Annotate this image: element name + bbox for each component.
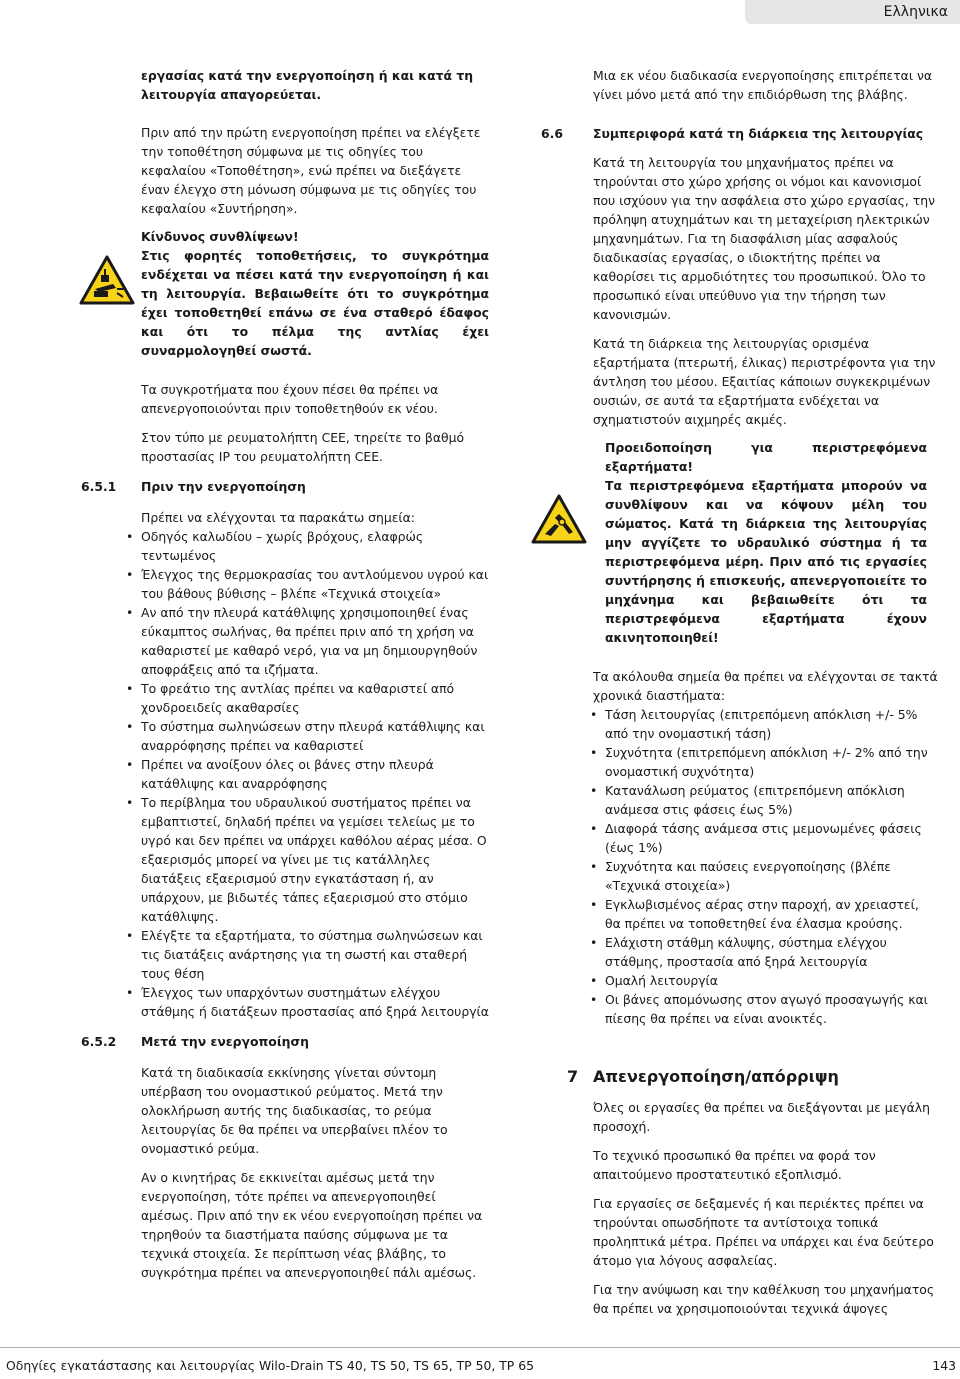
- paragraph: Πριν από την πρώτη ενεργοποίηση πρέπει να ελέγξετε την τοποθέτηση σύμφωνα με τις οδηγίες του κεφαλαίου «Τοποθέτηση», ενώ πρέπει να διεξάγετε έναν έλεγχο στη μόνωση σύμφωνα με τις οδηγίες του κεφαλαίου «Συντήρηση».: [141, 125, 481, 216]
- list-item: • Ελάχιστη στάθμη κάλυψης, σύστημα ελέγχου στάθμης, προστασία από ξηρά λειτουργία: [605, 933, 938, 971]
- section-number: 6.5.1: [81, 479, 117, 494]
- section-title: Μετά την ενεργοποίηση: [141, 1034, 309, 1049]
- paragraph: Στον τύπο με ρευματολήπτη CEE, τηρείτε το βαθμό προστασίας IP του ρευματολήπτη CEE.: [141, 430, 465, 464]
- footer-doc-title: Οδηγίες εγκατάστασης και λειτουργίας Wilo-Drain TS 40, TS 50, TS 65, TP 50, TP 65: [6, 1358, 534, 1373]
- paragraph: Αν ο κινητήρας δε εκκινείται αμέσως μετά την ενεργοποίηση, τότε πρέπει να απενεργοποιηθεί αμέσως. Πριν από την εκ νέου ενεργοποίηση πρέπει να τηρηθούν τα διαστήματα παύσης σύμφωνα με τα τεχνικά στοιχεία. Σε περίπτωση νέας βλάβης, το συγκρότημα πρέπει να απενεργοποιηθεί πάλι αμέσως.: [141, 1170, 483, 1280]
- list-item: • Οι βάνες απομόνωσης στον αγωγό προσαγωγής και πίεσης θα πρέπει να είναι ανοικτές.: [605, 990, 938, 1028]
- list-item: • Οδηγός καλωδίου – χωρίς βρόχους, ελαφρώς τεντωμένος: [141, 527, 489, 565]
- list-item: • Συχνότητα (επιτρεπόμενη απόκλιση +/- 2% από την ονομαστική συχνότητα): [605, 743, 938, 781]
- paragraph: Πρέπει να ελέγχονται τα παρακάτω σημεία:: [141, 510, 415, 525]
- section-title: Πριν την ενεργοποίηση: [141, 479, 306, 494]
- list-item: • Κατανάλωση ρεύματος (επιτρεπόμενη απόκλιση ανάμεσα στις φάσεις έως 5%): [605, 781, 938, 819]
- warning-text: Στις φορητές τοποθετήσεις, το συγκρότημα ενδέχεται να πέσει κατά την ενεργοποίηση ή και τη λειτουργία. Βεβαιωθείτε ότι το συγκρότημα έχει τοποθετηθεί επάνω σε ένα σταθερό έδαφος και ότι το πέλμα της αντλίας έχει συναρμολογηθεί σωστά.: [141, 248, 489, 358]
- check-list: [605, 705, 938, 1028]
- list-item: • Ομαλή λειτουργία: [605, 971, 938, 990]
- list-item: • Έλεγχος της θερμοκρασίας του αντλούμενου υγρού και του βάθους βύθισης – βλέπε «Τεχνικά στοιχεία»: [141, 565, 489, 603]
- section-number: 6.6: [541, 126, 563, 141]
- paragraph: Κατά τη διάρκεια της λειτουργίας ορισμένα εξαρτήματα (πτερωτή, έλικας) περιστρέφοντα για την άντληση του μέσου. Εξαιτίας κάποιων συγκεκριμένων ουσιών, σε αυτά τα εξαρτήματα ενδέχεται να σχηματιστούν αιχμηρές ακμές.: [593, 336, 936, 427]
- list-item: • Τάση λειτουργίας (επιτρεπόμενη απόκλιση +/- 5% από την ονομαστική τάση): [605, 705, 938, 743]
- paragraph: Κατά τη διαδικασία εκκίνησης γίνεται σύντομη υπέρβαση του ονομαστικού ρεύματος. Μετά την ολοκλήρωση αυτής της διαδικασίας, το ρεύμα λειτουργίας δε θα πρέπει να υπερβαίνει πλέον το ονομαστικό ρεύμα.: [141, 1065, 448, 1156]
- paragraph: Κατά τη λειτουργία του μηχανήματος πρέπει να τηρούνται στο χώρο χρήσης οι νόμοι και κανονισμοί που ισχύουν για την ασφάλεια στο χώρο εργασίας, την πρόληψη ατυχημάτων και τη μεταχείριση ηλεκτρικών μηχανημάτων. Για τη διασφάλιση μίας ασφαλούς διαδικασίας εργασίας, ο ιδιοκτήτης πρέπει να καθορίσει τις αρμοδιότητες του προσωπικού. Όλο το προσωπικό είναι υπεύθυνο για την τήρηση των κανονισμών.: [593, 155, 936, 322]
- list-item: • Αν από την πλευρά κατάθλιψης χρησιμοποιηθεί ένας εύκαμπτος σωλήνας, θα πρέπει πριν από τη χρήση να καθαριστεί με καθαρό νερό, για να μη δημιουργηθούν αποφράξεις από τα ιζήματα.: [141, 603, 489, 679]
- list-item: • Συχνότητα και παύσεις ενεργοποίησης (βλέπε «Τεχνικά στοιχεία»): [605, 857, 938, 895]
- paragraph: Για εργασίες σε δεξαμενές ή και περιέκτες πρέπει να τηρούνται οπωσδήποτε τα αντίστοιχα τοπικά προληπτικά μέτρα. Πρέπει να υπάρχει και ένα δεύτερο άτομο για λόγους ασφαλείας.: [593, 1196, 934, 1268]
- section-heading-66: [541, 124, 938, 143]
- list-item: • Εγκλωβισμένος αέρας στην παροχή, αν χρειαστεί, θα πρέπει να τοποθετηθεί ένα έλασμα κρούσης.: [605, 895, 938, 933]
- list-item: • Έλεγχος των υπαρχόντων συστημάτων ελέγχου στάθμης ή διατάξεων προστασίας από ξηρά λειτουργία: [141, 983, 489, 1021]
- warning-title: Προειδοποίηση για περιστρεφόμενα εξαρτήματα!: [605, 440, 927, 474]
- section-heading-652: [81, 1032, 489, 1051]
- section-heading-7: [567, 1066, 938, 1088]
- list-item: • Πρέπει να ανοίξουν όλες οι βάνες στην πλευρά κατάθλιψης και αναρρόφησης: [141, 755, 489, 793]
- footer-page-number: 143: [932, 1358, 956, 1373]
- rotating-parts-warning-icon: [531, 494, 587, 544]
- check-list: [141, 527, 489, 1021]
- footer-divider: [0, 1347, 960, 1348]
- paragraph: Μια εκ νέου διαδικασία ενεργοποίησης επιτρέπεται να γίνει μόνο μετά από την επιδιόρθωση της βλάβης.: [593, 68, 933, 102]
- list-item: • Το φρεάτιο της αντλίας πρέπει να καθαριστεί από χονδροειδείς ακαθαρσίες: [141, 679, 489, 717]
- list-item: • Το σύστημα σωληνώσεων στην πλευρά κατάθλιψης και αναρρόφησης πρέπει να καθαριστεί: [141, 717, 489, 755]
- section-number: 6.5.2: [81, 1034, 117, 1049]
- paragraph: Το τεχνικό προσωπικό θα πρέπει να φορά τον απαιτούμενο προστατευτικό εξοπλισμό.: [593, 1148, 876, 1182]
- paragraph: Τα ακόλουθα σημεία θα πρέπει να ελέγχονται σε τακτά χρονικά διαστήματα:: [593, 669, 938, 703]
- section-title: Συμπεριφορά κατά τη διάρκεια της λειτουργίας: [593, 126, 924, 141]
- right-column: [541, 66, 938, 1318]
- section-heading-651: [81, 477, 489, 496]
- paragraph: Όλες οι εργασίες θα πρέπει να διεξάγονται με μεγάλη προσοχή.: [593, 1100, 930, 1134]
- paragraph: Για την ανύψωση και την καθέλκυση του μηχανήματος θα πρέπει να χρησιμοποιούνται τεχνικά άψογες: [593, 1282, 935, 1316]
- list-item: • Ελέγξτε τα εξαρτήματα, το σύστημα σωληνώσεων και τις διατάξεις ανάρτησης για τη σωστή και σταθερή τους θέση: [141, 926, 489, 983]
- section-number: 7: [567, 1067, 579, 1086]
- left-column: [81, 66, 489, 1282]
- paragraph: Τα συγκροτήματα που έχουν πέσει θα πρέπει να απενεργοποιούνται πριν τοποθετηθούν εκ νέου.: [141, 382, 439, 416]
- list-item: • Διαφορά τάσης ανάμεσα στις μεμονωμένες φάσεις (έως 1%): [605, 819, 938, 857]
- hand-crush-warning-icon: [79, 255, 135, 305]
- rotating-parts-warning: [605, 438, 927, 647]
- warning-title: Κίνδυνος συνθλίψεων!: [141, 229, 299, 244]
- section-title: Απενεργοποίηση/απόρριψη: [593, 1067, 839, 1086]
- crush-warning: [141, 227, 489, 360]
- language-tab: Ελληνικα: [745, 0, 960, 24]
- list-item: • Το περίβλημα του υδραυλικού συστήματος πρέπει να εμβαπτιστεί, δηλαδή πρέπει να γεμίσει τελείως με το υγρό και δεν πρέπει να υπάρχει καθόλου αέρας μέσα. Ο εξαερισμός μπορεί να γίνει με τις κατάλληλες διατάξεις εξαερισμού στην εγκατάσταση ή, αν υπάρχουν, με βιδωτές τάπες εξαερισμού στο στόμιο κατάθλιψης.: [141, 793, 489, 926]
- warning-text: Τα περιστρεφόμενα εξαρτήματα μπορούν να συνθλίψουν και να κόψουν μέλη του σώματος. Κατά τη διάρκεια της λειτουργίας μην αγγίζετε το υδραυλικό σύστημα ή τα περιστρεφόμενα μέρη. Πριν από τις εργασίες συντήρησης ή επισκευής, απενεργοποιείτε το μηχάνημα και βεβαιωθείτε ότι τα περιστρεφόμενα εξαρτήματα έχουν ακινητοποιηθεί!: [605, 478, 927, 645]
- paragraph: εργασίας κατά την ενεργοποίηση ή και κατά τη λειτουργία απαγορεύεται.: [141, 68, 474, 102]
